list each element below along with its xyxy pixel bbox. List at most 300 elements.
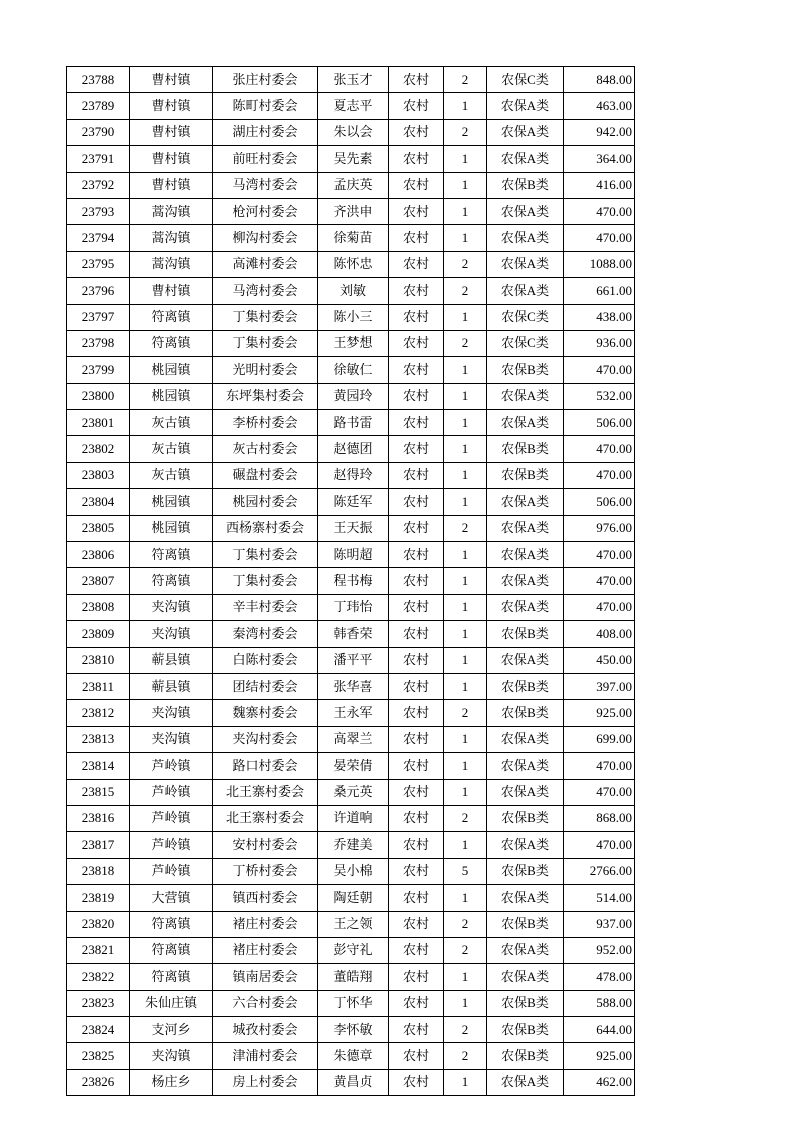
table-row (67, 225, 635, 251)
cell-amount: 514.00 (564, 885, 635, 911)
cell-household-type: 农村 (389, 1043, 444, 1069)
cell-village: 灰古村委会 (213, 436, 318, 462)
cell-category: 农保A类 (487, 779, 564, 805)
table-row (67, 964, 635, 990)
cell-amount: 942.00 (564, 119, 635, 145)
cell-town: 符离镇 (130, 542, 213, 568)
cell-household-type: 农村 (389, 93, 444, 119)
cell-name: 黄园玲 (318, 383, 389, 409)
cell-category: 农保A类 (487, 198, 564, 224)
cell-amount: 364.00 (564, 146, 635, 172)
cell-village: 桃园村委会 (213, 489, 318, 515)
cell-village: 西杨寨村委会 (213, 515, 318, 541)
table-body (67, 67, 635, 1096)
cell-category: 农保A类 (487, 489, 564, 515)
cell-household-type: 农村 (389, 383, 444, 409)
cell-name: 张玉才 (318, 67, 389, 93)
cell-amount: 408.00 (564, 621, 635, 647)
table-row (67, 304, 635, 330)
table-row (67, 119, 635, 145)
cell-town: 蒿沟镇 (130, 251, 213, 277)
cell-household-type: 农村 (389, 410, 444, 436)
cell-household-type: 农村 (389, 251, 444, 277)
cell-household-type: 农村 (389, 542, 444, 568)
cell-village: 安村村委会 (213, 832, 318, 858)
cell-town: 朱仙庄镇 (130, 990, 213, 1016)
cell-count: 2 (444, 119, 487, 145)
cell-household-type: 农村 (389, 304, 444, 330)
subsidy-table (66, 66, 635, 1096)
cell-village: 魏寨村委会 (213, 700, 318, 726)
cell-name: 孟庆英 (318, 172, 389, 198)
cell-village: 碾盘村委会 (213, 462, 318, 488)
cell-household-type: 农村 (389, 1069, 444, 1095)
cell-household-type: 农村 (389, 673, 444, 699)
cell-count: 1 (444, 304, 487, 330)
cell-household-type: 农村 (389, 119, 444, 145)
cell-amount: 848.00 (564, 67, 635, 93)
cell-village: 前旺村委会 (213, 146, 318, 172)
table-row (67, 436, 635, 462)
cell-amount: 2766.00 (564, 858, 635, 884)
cell-village: 房上村委会 (213, 1069, 318, 1095)
cell-town: 桃园镇 (130, 383, 213, 409)
cell-village: 北王寨村委会 (213, 805, 318, 831)
cell-village: 柳沟村委会 (213, 225, 318, 251)
table-row (67, 594, 635, 620)
cell-id: 23802 (67, 436, 130, 462)
cell-town: 符离镇 (130, 304, 213, 330)
cell-town: 芦岭镇 (130, 858, 213, 884)
cell-category: 农保B类 (487, 1043, 564, 1069)
cell-id: 23813 (67, 726, 130, 752)
cell-amount: 470.00 (564, 542, 635, 568)
cell-village: 马湾村委会 (213, 172, 318, 198)
cell-count: 2 (444, 278, 487, 304)
cell-id: 23808 (67, 594, 130, 620)
table-row (67, 278, 635, 304)
cell-name: 徐敏仁 (318, 357, 389, 383)
cell-village: 夹沟村委会 (213, 726, 318, 752)
cell-amount: 478.00 (564, 964, 635, 990)
cell-id: 23820 (67, 911, 130, 937)
cell-town: 夹沟镇 (130, 594, 213, 620)
table-row (67, 383, 635, 409)
cell-count: 1 (444, 647, 487, 673)
cell-town: 符离镇 (130, 911, 213, 937)
cell-name: 赵得玲 (318, 462, 389, 488)
cell-village: 丁集村委会 (213, 568, 318, 594)
cell-household-type: 农村 (389, 964, 444, 990)
cell-name: 夏志平 (318, 93, 389, 119)
cell-count: 1 (444, 146, 487, 172)
cell-amount: 925.00 (564, 700, 635, 726)
cell-amount: 532.00 (564, 383, 635, 409)
cell-household-type: 农村 (389, 489, 444, 515)
cell-category: 农保B类 (487, 990, 564, 1016)
table-row (67, 357, 635, 383)
cell-id: 23815 (67, 779, 130, 805)
cell-category: 农保A类 (487, 515, 564, 541)
cell-category: 农保B类 (487, 805, 564, 831)
cell-household-type: 农村 (389, 990, 444, 1016)
cell-id: 23797 (67, 304, 130, 330)
table-row (67, 172, 635, 198)
cell-count: 1 (444, 172, 487, 198)
cell-category: 农保A类 (487, 937, 564, 963)
cell-count: 2 (444, 805, 487, 831)
cell-count: 1 (444, 1069, 487, 1095)
cell-name: 路书雷 (318, 410, 389, 436)
table-row (67, 700, 635, 726)
cell-category: 农保A类 (487, 885, 564, 911)
cell-village: 枪河村委会 (213, 198, 318, 224)
cell-name: 桑元英 (318, 779, 389, 805)
cell-id: 23811 (67, 673, 130, 699)
cell-household-type: 农村 (389, 278, 444, 304)
table-row (67, 805, 635, 831)
cell-count: 2 (444, 515, 487, 541)
table-row (67, 726, 635, 752)
cell-category: 农保A类 (487, 278, 564, 304)
cell-name: 乔建美 (318, 832, 389, 858)
cell-village: 马湾村委会 (213, 278, 318, 304)
cell-category: 农保B类 (487, 357, 564, 383)
cell-amount: 952.00 (564, 937, 635, 963)
cell-id: 23809 (67, 621, 130, 647)
cell-category: 农保B类 (487, 621, 564, 647)
cell-name: 徐菊苗 (318, 225, 389, 251)
cell-id: 23825 (67, 1043, 130, 1069)
cell-amount: 470.00 (564, 198, 635, 224)
cell-village: 辛丰村委会 (213, 594, 318, 620)
cell-count: 1 (444, 726, 487, 752)
cell-amount: 1088.00 (564, 251, 635, 277)
cell-count: 1 (444, 410, 487, 436)
cell-name: 高翠兰 (318, 726, 389, 752)
cell-id: 23816 (67, 805, 130, 831)
cell-id: 23803 (67, 462, 130, 488)
cell-name: 陈小三 (318, 304, 389, 330)
cell-id: 23818 (67, 858, 130, 884)
table-row (67, 93, 635, 119)
cell-town: 蒿沟镇 (130, 225, 213, 251)
cell-name: 王梦想 (318, 330, 389, 356)
cell-amount: 470.00 (564, 225, 635, 251)
cell-amount: 438.00 (564, 304, 635, 330)
cell-name: 彭守礼 (318, 937, 389, 963)
cell-category: 农保B类 (487, 1017, 564, 1043)
cell-household-type: 农村 (389, 568, 444, 594)
cell-id: 23819 (67, 885, 130, 911)
cell-village: 东坪集村委会 (213, 383, 318, 409)
cell-village: 团结村委会 (213, 673, 318, 699)
table-row (67, 67, 635, 93)
table-row (67, 885, 635, 911)
cell-household-type: 农村 (389, 172, 444, 198)
cell-town: 灰古镇 (130, 436, 213, 462)
cell-amount: 868.00 (564, 805, 635, 831)
cell-id: 23793 (67, 198, 130, 224)
cell-count: 1 (444, 357, 487, 383)
cell-count: 2 (444, 251, 487, 277)
cell-amount: 470.00 (564, 832, 635, 858)
cell-household-type: 农村 (389, 858, 444, 884)
cell-name: 丁怀华 (318, 990, 389, 1016)
cell-town: 曹村镇 (130, 146, 213, 172)
cell-village: 丁桥村委会 (213, 858, 318, 884)
cell-count: 1 (444, 673, 487, 699)
cell-town: 灰古镇 (130, 462, 213, 488)
cell-name: 吴小棉 (318, 858, 389, 884)
cell-name: 朱德章 (318, 1043, 389, 1069)
cell-name: 吴先素 (318, 146, 389, 172)
cell-category: 农保A类 (487, 410, 564, 436)
cell-count: 1 (444, 542, 487, 568)
cell-amount: 470.00 (564, 357, 635, 383)
cell-household-type: 农村 (389, 198, 444, 224)
table-row (67, 330, 635, 356)
cell-household-type: 农村 (389, 621, 444, 647)
table-row (67, 647, 635, 673)
cell-household-type: 农村 (389, 647, 444, 673)
cell-household-type: 农村 (389, 67, 444, 93)
cell-town: 夹沟镇 (130, 700, 213, 726)
cell-category: 农保A类 (487, 225, 564, 251)
cell-village: 秦湾村委会 (213, 621, 318, 647)
cell-amount: 937.00 (564, 911, 635, 937)
cell-village: 丁集村委会 (213, 330, 318, 356)
cell-count: 1 (444, 779, 487, 805)
cell-town: 桃园镇 (130, 489, 213, 515)
cell-category: 农保B类 (487, 673, 564, 699)
cell-count: 1 (444, 885, 487, 911)
cell-count: 1 (444, 198, 487, 224)
cell-household-type: 农村 (389, 594, 444, 620)
cell-id: 23792 (67, 172, 130, 198)
cell-town: 符离镇 (130, 330, 213, 356)
cell-name: 程书梅 (318, 568, 389, 594)
cell-id: 23794 (67, 225, 130, 251)
cell-id: 23826 (67, 1069, 130, 1095)
cell-category: 农保A类 (487, 146, 564, 172)
cell-name: 黄昌贞 (318, 1069, 389, 1095)
cell-count: 2 (444, 1043, 487, 1069)
cell-household-type: 农村 (389, 225, 444, 251)
cell-amount: 450.00 (564, 647, 635, 673)
table-row (67, 146, 635, 172)
cell-amount: 462.00 (564, 1069, 635, 1095)
cell-count: 2 (444, 937, 487, 963)
cell-name: 齐洪申 (318, 198, 389, 224)
cell-name: 陶廷朝 (318, 885, 389, 911)
cell-town: 曹村镇 (130, 172, 213, 198)
cell-household-type: 农村 (389, 330, 444, 356)
cell-id: 23789 (67, 93, 130, 119)
cell-name: 陈廷军 (318, 489, 389, 515)
cell-amount: 644.00 (564, 1017, 635, 1043)
cell-category: 农保A类 (487, 119, 564, 145)
cell-category: 农保A类 (487, 647, 564, 673)
table-row (67, 198, 635, 224)
cell-count: 2 (444, 911, 487, 937)
cell-id: 23824 (67, 1017, 130, 1043)
cell-town: 符离镇 (130, 937, 213, 963)
cell-amount: 588.00 (564, 990, 635, 1016)
cell-name: 陈明超 (318, 542, 389, 568)
cell-category: 农保A类 (487, 753, 564, 779)
cell-id: 23795 (67, 251, 130, 277)
cell-village: 褚庄村委会 (213, 937, 318, 963)
cell-count: 1 (444, 832, 487, 858)
table-row (67, 515, 635, 541)
table-row (67, 779, 635, 805)
cell-category: 农保A类 (487, 594, 564, 620)
cell-name: 赵德团 (318, 436, 389, 462)
table-row (67, 832, 635, 858)
cell-village: 丁集村委会 (213, 542, 318, 568)
cell-village: 陈町村委会 (213, 93, 318, 119)
cell-id: 23804 (67, 489, 130, 515)
cell-id: 23817 (67, 832, 130, 858)
cell-name: 陈怀忠 (318, 251, 389, 277)
cell-id: 23801 (67, 410, 130, 436)
cell-village: 高滩村委会 (213, 251, 318, 277)
cell-village: 李桥村委会 (213, 410, 318, 436)
cell-household-type: 农村 (389, 937, 444, 963)
cell-count: 1 (444, 568, 487, 594)
cell-household-type: 农村 (389, 779, 444, 805)
cell-category: 农保A类 (487, 1069, 564, 1095)
cell-category: 农保C类 (487, 304, 564, 330)
cell-count: 1 (444, 964, 487, 990)
cell-count: 5 (444, 858, 487, 884)
cell-town: 桃园镇 (130, 515, 213, 541)
cell-town: 芦岭镇 (130, 832, 213, 858)
cell-category: 农保A类 (487, 251, 564, 277)
cell-town: 曹村镇 (130, 119, 213, 145)
cell-town: 芦岭镇 (130, 805, 213, 831)
table-row (67, 1043, 635, 1069)
cell-town: 支河乡 (130, 1017, 213, 1043)
cell-town: 桃园镇 (130, 357, 213, 383)
table-row (67, 462, 635, 488)
cell-count: 2 (444, 330, 487, 356)
cell-count: 1 (444, 990, 487, 1016)
cell-household-type: 农村 (389, 436, 444, 462)
cell-town: 曹村镇 (130, 93, 213, 119)
cell-category: 农保A类 (487, 964, 564, 990)
cell-village: 湖庄村委会 (213, 119, 318, 145)
cell-name: 韩香荣 (318, 621, 389, 647)
cell-household-type: 农村 (389, 462, 444, 488)
cell-amount: 470.00 (564, 753, 635, 779)
cell-amount: 397.00 (564, 673, 635, 699)
cell-household-type: 农村 (389, 357, 444, 383)
cell-category: 农保B类 (487, 911, 564, 937)
cell-amount: 416.00 (564, 172, 635, 198)
cell-village: 六合村委会 (213, 990, 318, 1016)
table-row (67, 753, 635, 779)
cell-amount: 936.00 (564, 330, 635, 356)
cell-village: 镇西村委会 (213, 885, 318, 911)
cell-amount: 463.00 (564, 93, 635, 119)
cell-village: 褚庄村委会 (213, 911, 318, 937)
cell-count: 2 (444, 700, 487, 726)
cell-category: 农保A类 (487, 93, 564, 119)
cell-town: 灰古镇 (130, 410, 213, 436)
cell-category: 农保A类 (487, 542, 564, 568)
table-container (66, 66, 632, 1096)
cell-village: 北王寨村委会 (213, 779, 318, 805)
cell-amount: 470.00 (564, 779, 635, 805)
cell-town: 蕲县镇 (130, 673, 213, 699)
cell-name: 朱以会 (318, 119, 389, 145)
cell-amount: 925.00 (564, 1043, 635, 1069)
cell-name: 王之领 (318, 911, 389, 937)
cell-category: 农保A类 (487, 832, 564, 858)
cell-id: 23798 (67, 330, 130, 356)
cell-town: 曹村镇 (130, 67, 213, 93)
cell-household-type: 农村 (389, 911, 444, 937)
table-row (67, 489, 635, 515)
cell-name: 张华喜 (318, 673, 389, 699)
cell-household-type: 农村 (389, 1017, 444, 1043)
cell-category: 农保B类 (487, 436, 564, 462)
cell-id: 23807 (67, 568, 130, 594)
cell-name: 王天振 (318, 515, 389, 541)
table-row (67, 990, 635, 1016)
cell-village: 镇南居委会 (213, 964, 318, 990)
cell-id: 23800 (67, 383, 130, 409)
cell-id: 23810 (67, 647, 130, 673)
table-row (67, 621, 635, 647)
cell-town: 曹村镇 (130, 278, 213, 304)
cell-id: 23812 (67, 700, 130, 726)
cell-name: 晏荣倩 (318, 753, 389, 779)
table-row (67, 410, 635, 436)
cell-category: 农保A类 (487, 568, 564, 594)
cell-id: 23799 (67, 357, 130, 383)
cell-amount: 976.00 (564, 515, 635, 541)
cell-count: 1 (444, 621, 487, 647)
cell-category: 农保C类 (487, 330, 564, 356)
table-row (67, 911, 635, 937)
cell-count: 1 (444, 93, 487, 119)
cell-town: 杨庄乡 (130, 1069, 213, 1095)
cell-amount: 470.00 (564, 462, 635, 488)
cell-category: 农保C类 (487, 67, 564, 93)
cell-count: 1 (444, 594, 487, 620)
cell-count: 1 (444, 462, 487, 488)
cell-name: 潘平平 (318, 647, 389, 673)
cell-amount: 699.00 (564, 726, 635, 752)
cell-village: 张庄村委会 (213, 67, 318, 93)
table-row (67, 673, 635, 699)
cell-id: 23821 (67, 937, 130, 963)
cell-household-type: 农村 (389, 832, 444, 858)
cell-amount: 506.00 (564, 410, 635, 436)
cell-count: 1 (444, 436, 487, 462)
cell-count: 2 (444, 1017, 487, 1043)
cell-household-type: 农村 (389, 885, 444, 911)
cell-town: 夹沟镇 (130, 1043, 213, 1069)
cell-name: 刘敏 (318, 278, 389, 304)
cell-amount: 470.00 (564, 568, 635, 594)
cell-count: 1 (444, 753, 487, 779)
cell-household-type: 农村 (389, 726, 444, 752)
cell-amount: 661.00 (564, 278, 635, 304)
